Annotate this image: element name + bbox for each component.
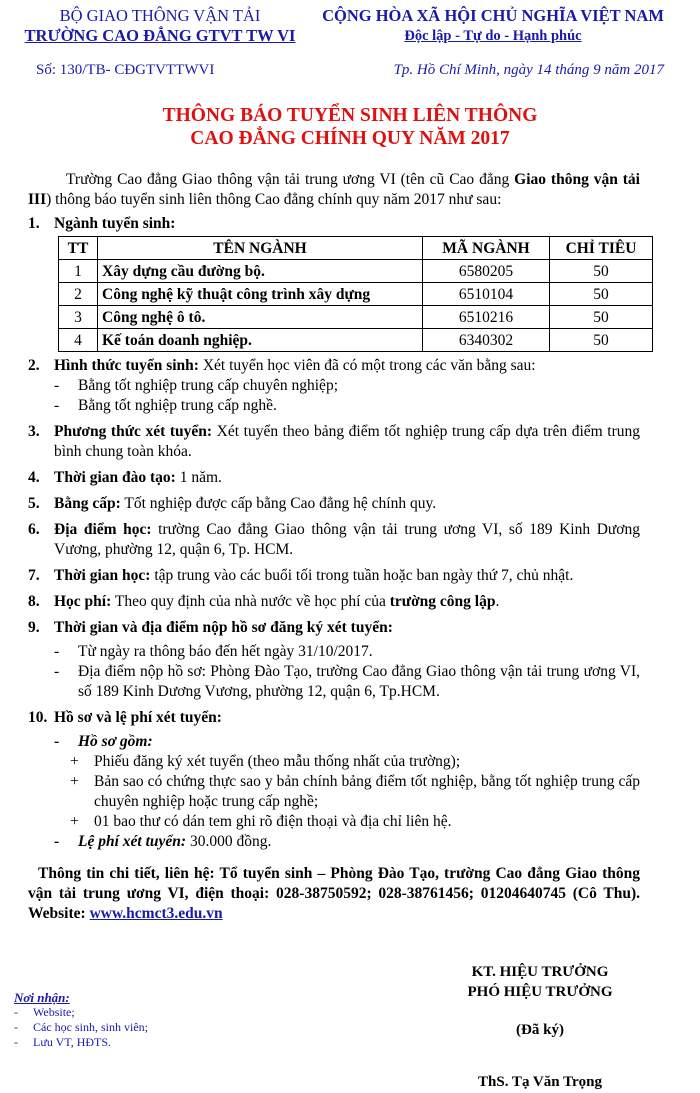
- table-cell: 2: [59, 283, 98, 306]
- list-item: - Bằng tốt nghiệp trung cấp nghề.: [54, 397, 277, 414]
- table-cell: 6510104: [423, 283, 550, 306]
- header-left: [20, 6, 300, 46]
- document-title: [0, 104, 700, 150]
- majors-table: [58, 236, 653, 352]
- section-8: 8. Học phí: Theo quy định của nhà nước về học phí của trường công lập.: [28, 593, 500, 610]
- table-cell: Công nghệ kỹ thuật công trình xây dựng: [98, 283, 423, 306]
- table-cell: Kế toán doanh nghiệp.: [98, 329, 423, 352]
- table-cell: 4: [59, 329, 98, 352]
- section-10: 10. Hồ sơ và lệ phí xét tuyển:: [28, 709, 222, 726]
- table-cell: 50: [550, 329, 653, 352]
- table-row: [59, 283, 653, 306]
- place-date: Tp. Hồ Chí Minh, ngày 14 tháng 9 năm 2017: [393, 62, 664, 78]
- reference-number: Số: 130/TB- CĐGTVTTWVI: [36, 62, 215, 78]
- recipient-item: - Website;: [14, 1005, 75, 1019]
- recipients-title: Nơi nhận:: [14, 990, 70, 1005]
- national-title: CỘNG HÒA XÃ HỘI CHỦ NGHĨA VIỆT NAM: [322, 6, 664, 25]
- table-cell: Công nghệ ô tô.: [98, 306, 423, 329]
- ministry-name: BỘ GIAO THÔNG VẬN TẢI: [59, 6, 261, 25]
- signature-title-2: PHÓ HIỆU TRƯỞNG: [467, 984, 613, 1000]
- document-body: [28, 170, 640, 924]
- section-1: 1. Ngành tuyển sinh:: [28, 215, 176, 232]
- school-name: TRƯỜNG CAO ĐẲNG GTVT TW VI: [24, 26, 296, 45]
- table-row: [59, 260, 653, 283]
- section-3: 3. Phương thức xét tuyển: Xét tuyển theo bảng điểm tốt nghiệp trung cấp dựa trên điểm trung bình chung toàn khóa.: [28, 423, 640, 460]
- national-motto: Độc lập - Tự do - Hạnh phúc: [404, 28, 582, 44]
- table-row: [59, 306, 653, 329]
- header-right: [298, 6, 688, 46]
- title-line-1: THÔNG BÁO TUYỂN SINH LIÊN THÔNG: [162, 105, 538, 126]
- col-header: TÊN NGÀNH: [98, 237, 423, 260]
- signature-signed: (Đã ký): [516, 1022, 564, 1038]
- table-row: [59, 329, 653, 352]
- table-cell: 6340302: [423, 329, 550, 352]
- list-item: - Bằng tốt nghiệp trung cấp chuyên nghiệp;: [54, 377, 338, 394]
- contact-paragraph: Thông tin chi tiết, liên hệ: Tổ tuyển sinh – Phòng Đào Tạo, trường Cao đẳng Giao thông vận tải trung ương VI, điện thoại: 028-38750592; 028-38761456; 01204640745 (Cô Thu). Website: www.hcmct3.edu.vn: [28, 865, 640, 922]
- section-9: 9. Thời gian và địa điểm nộp hồ sơ đăng ký xét tuyển:: [28, 619, 393, 636]
- col-header: CHỈ TIÊU: [550, 237, 653, 260]
- section-4: 4. Thời gian đào tạo: 1 năm.: [28, 469, 222, 486]
- table-cell: 3: [59, 306, 98, 329]
- website-link[interactable]: www.hcmct3.edu.vn: [89, 905, 223, 922]
- col-header: MÃ NGÀNH: [423, 237, 550, 260]
- signature-block: [440, 962, 640, 1002]
- list-item: + Phiếu đăng ký xét tuyển (theo mẫu thống nhất của trường);: [70, 753, 461, 770]
- table-cell: 50: [550, 306, 653, 329]
- signer-name: ThS. Tạ Văn Trọng: [478, 1074, 602, 1090]
- table-cell: Xây dựng cầu đường bộ.: [98, 260, 423, 283]
- table-cell: 6580205: [423, 260, 550, 283]
- section-7: 7. Thời gian học: tập trung vào các buổi tối trong tuần hoặc ban ngày thứ 7, chủ nhật.: [28, 567, 574, 584]
- col-header: TT: [59, 237, 98, 260]
- section-2: 2. Hình thức tuyển sinh: Xét tuyển học viên đã có một trong các văn bằng sau:: [28, 357, 536, 374]
- list-item: - Hồ sơ gồm:: [54, 733, 153, 750]
- list-item: + 01 bao thư có dán tem ghi rõ điện thoại và địa chỉ liên hệ.: [70, 813, 452, 830]
- list-item: + Bản sao có chứng thực sao y bản chính bảng điểm tốt nghiệp, bằng tốt nghiệp trung cấp chuyên nghiệp hoặc trung cấp nghề;: [70, 773, 640, 810]
- table-cell: 1: [59, 260, 98, 283]
- section-5: 5. Bằng cấp: Tốt nghiệp được cấp bằng Cao đẳng hệ chính quy.: [28, 495, 437, 512]
- recipients: [14, 990, 148, 1050]
- recipient-item: - Các học sinh, sinh viên;: [14, 1020, 148, 1034]
- list-item: - Lệ phí xét tuyển: 30.000 đồng.: [54, 833, 272, 850]
- signature-title-1: KT. HIỆU TRƯỞNG: [471, 964, 609, 980]
- table-cell: 6510216: [423, 306, 550, 329]
- table-cell: 50: [550, 260, 653, 283]
- section-6: 6. Địa điểm học: trường Cao đẳng Giao thông vận tải trung ương VI, số 189 Kinh Dương Vương, phường 12, quận 6, Tp. HCM.: [28, 521, 640, 558]
- intro-paragraph: Trường Cao đẳng Giao thông vận tải trung ương VI (tên cũ Cao đẳng Giao thông vận tải III) thông báo tuyển sinh liên thông Cao đẳng chính quy năm 2017 như sau:: [28, 171, 640, 208]
- list-item: - Từ ngày ra thông báo đến hết ngày 31/10/2017.: [54, 643, 373, 660]
- table-header-row: [59, 237, 653, 260]
- table-cell: 50: [550, 283, 653, 306]
- recipient-item: - Lưu VT, HĐTS.: [14, 1035, 112, 1049]
- title-line-2: CAO ĐẲNG CHÍNH QUY NĂM 2017: [190, 128, 510, 149]
- list-item: - Địa điểm nộp hồ sơ: Phòng Đào Tạo, trường Cao đẳng Giao thông vận tải trung ương VI, số 189 Kinh Dương Vương, phường 12, quận 6, Tp.HCM.: [54, 663, 640, 700]
